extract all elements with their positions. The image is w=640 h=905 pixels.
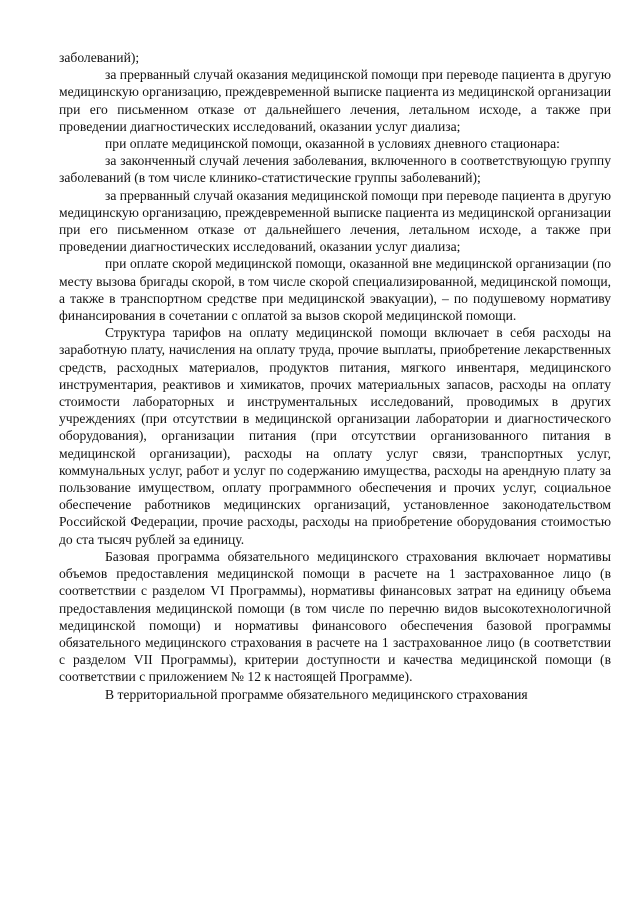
paragraph-7: Структура тарифов на оплату медицинской помощи включает в себя расходы на заработную плату, начисления на оплату труда, прочие выплаты, приобретение лекарственных средств, расходных материалов, продуктов питания, мягкого инвентаря, медицинского инструментария, реактивов и химикатов, прочих материальных запасов, расходы на оплату стоимости лабораторных и инструментальных исследований, проводимых в других учреждениях (при отсутствии в медицинской организации лаборатории и диагностического оборудования), организации питания (при отсутствии организованного питания в медицинской организации), расходы на оплату услуг связи, транспортных услуг, коммунальных услуг, работ и услуг по содержанию имущества, расходы на арендную плату за пользование имуществом, оплату программного обеспечения и прочих услуг, социальное обеспечение работников медицинских организаций, установленное законодательством Российской Федерации, прочие расходы, расходы на приобретение оборудования стоимостью до ста тысяч рублей за единицу. [59,325,611,547]
paragraph-8: Базовая программа обязательного медицинского страхования включает нормативы объемов предоставления медицинской помощи в расчете на 1 застрахованное лицо (в соответствии с разделом VI Программы), нормативы финансовых затрат на единицу объема предоставления медицинской помощи (в том числе по перечню видов высокотехнологичной медицинской помощи) и нормативы финансового обеспечения базовой программы обязательного медицинского страхования в расчете на 1 застрахованное лицо (в соответствии с разделом VII Программы), критерии доступности и качества медицинской помощи (в соответствии с приложением № 12 к настоящей Программе). [59,548,611,685]
paragraph-2: за прерванный случай оказания медицинской помощи при переводе пациента в другую медицинскую организацию, преждевременной выписке пациента из медицинской организации при его письменном отказе от дальнейшего лечения, летальном исходе, а также при проведении диагностических исследований, оказании услуг диализа; [59,67,611,134]
paragraph-1: заболеваний); [59,50,140,65]
paragraph-4: за законченный случай лечения заболевания, включенного в соответствующую группу заболеваний (в том числе клинико-статистические группы заболеваний); [59,153,611,186]
document-page [59,49,611,703]
paragraph-9: В территориальной программе обязательного медицинского страхования [105,686,528,702]
paragraph-6: при оплате скорой медицинской помощи, оказанной вне медицинской организации (по месту вызова бригады скорой, в том числе скорой специализированной, медицинской помощи, а также в транспортном средстве при медицинской эвакуации), – по подушевому нормативу финансирования в сочетании с оплатой за вызов скорой медицинской помощи. [59,256,611,324]
paragraph-3: при оплате медицинской помощи, оказанной в условиях дневного стационара: [105,136,560,152]
paragraph-5: за прерванный случай оказания медицинской помощи при переводе пациента в другую медицинскую организацию, преждевременной выписке пациента из медицинской организации при его письменном отказе от дальнейшего лечения, летальном исходе, а также при проведении диагностических исследований, оказании услуг диализа; [59,187,611,255]
